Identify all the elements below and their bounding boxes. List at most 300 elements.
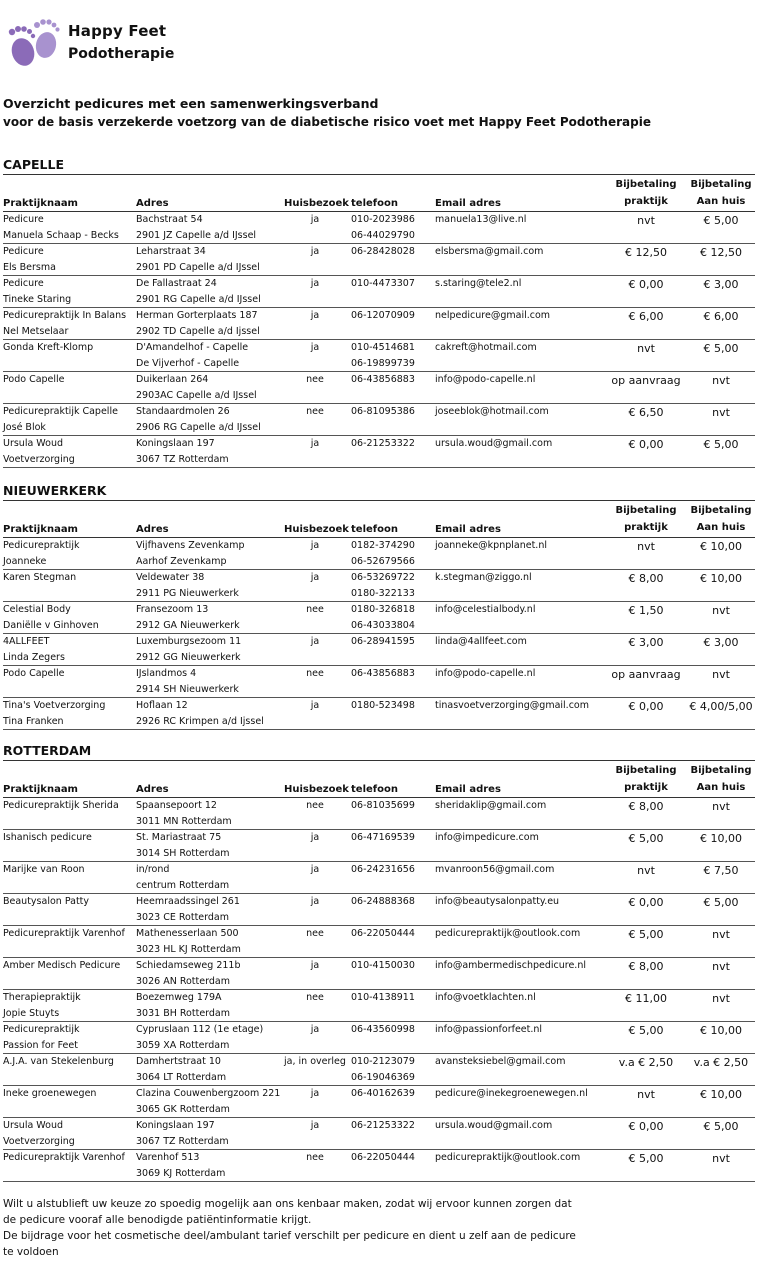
col-header-name: Praktijknaam bbox=[3, 784, 78, 795]
table-row bbox=[3, 372, 755, 404]
practice-name: Ursula Woud bbox=[3, 1120, 64, 1131]
address-line: Mathenesserlaan 500 bbox=[136, 928, 239, 939]
table-row bbox=[3, 1054, 755, 1086]
phone-secondary: 06-52679566 bbox=[351, 555, 415, 567]
practice-name: Beautysalon Patty bbox=[3, 896, 90, 907]
practice-name: Pedicurepraktijk Varenhof bbox=[3, 928, 125, 939]
practice-contact: Voetverzorging bbox=[3, 1135, 75, 1147]
pay-practice: € 6,50 bbox=[628, 406, 664, 419]
pay-home: nvt bbox=[712, 960, 730, 973]
table-row bbox=[3, 958, 755, 990]
phone-primary: 06-24888368 bbox=[351, 896, 415, 907]
table-row bbox=[3, 698, 755, 730]
pay-home: € 5,00 bbox=[703, 896, 739, 909]
phone-primary: 010-4150030 bbox=[351, 960, 415, 971]
table-row bbox=[3, 308, 755, 340]
section-title: NIEUWERKERK bbox=[3, 482, 755, 501]
address-city: 2906 RG Capelle a/d IJssel bbox=[136, 421, 261, 433]
table-row bbox=[3, 212, 755, 244]
col-header-name: Praktijknaam bbox=[3, 198, 78, 209]
pay-practice: € 0,00 bbox=[628, 278, 664, 291]
pay-practice: € 6,00 bbox=[628, 310, 664, 323]
footer-line: te voldoen bbox=[3, 1246, 59, 1258]
table-row bbox=[3, 894, 755, 926]
col-header-name: Praktijknaam bbox=[3, 524, 78, 535]
phone-primary: 06-28428028 bbox=[351, 246, 415, 257]
practice-name: Pedicure bbox=[3, 246, 44, 257]
pay-home: nvt bbox=[712, 992, 730, 1005]
pay-practice: € 11,00 bbox=[625, 992, 667, 1005]
email-address: sheridaklip@gmail.com bbox=[435, 800, 547, 811]
pay-practice: € 5,00 bbox=[628, 832, 664, 845]
section-title: CAPELLE bbox=[3, 156, 755, 175]
address-city: 2914 SH Nieuwerkerk bbox=[136, 683, 239, 695]
email-address: k.stegman@ziggo.nl bbox=[435, 572, 532, 583]
address-city: 2912 GA Nieuwerkerk bbox=[136, 619, 240, 631]
phone-primary: 010-4473307 bbox=[351, 278, 415, 289]
table-row bbox=[3, 830, 755, 862]
col-header-email: Email adres bbox=[435, 198, 501, 209]
address-city: 2901 RG Capelle a/d IJssel bbox=[136, 293, 261, 305]
pay-home: € 10,00 bbox=[700, 1024, 742, 1037]
table-row bbox=[3, 862, 755, 894]
pay-home: nvt bbox=[712, 374, 730, 387]
pay-home: nvt bbox=[712, 668, 730, 681]
pay-practice: € 5,00 bbox=[628, 1152, 664, 1165]
practice-contact: Joanneke bbox=[3, 555, 47, 567]
pay-practice: nvt bbox=[637, 864, 655, 877]
address-line: Schiedamseweg 211b bbox=[136, 960, 241, 971]
practice-contact: Nel Metselaar bbox=[3, 325, 69, 337]
col-header-pay-home-1: Bijbetaling bbox=[690, 765, 752, 776]
address-city: 3067 TZ Rotterdam bbox=[136, 453, 229, 465]
practice-name: 4ALLFEET bbox=[3, 636, 50, 647]
practice-name: Pedicurepraktijk bbox=[3, 540, 80, 551]
phone-primary: 06-43856883 bbox=[351, 374, 415, 385]
address-line: Luxemburgsezoom 11 bbox=[136, 636, 242, 647]
phone-primary: 010-4138911 bbox=[351, 992, 415, 1003]
practice-name: A.J.A. van Stekelenburg bbox=[3, 1056, 114, 1067]
pay-practice: € 5,00 bbox=[628, 928, 664, 941]
address-line: in/rond bbox=[136, 864, 170, 875]
home-visit: ja bbox=[310, 1120, 320, 1131]
pay-home: € 10,00 bbox=[700, 540, 742, 553]
practice-name: Pedicurepraktijk Sherida bbox=[3, 800, 119, 811]
section-nieuwerkerk bbox=[3, 482, 755, 730]
phone-primary: 06-81095386 bbox=[351, 406, 415, 417]
col-header-pay-practice-1: Bijbetaling bbox=[615, 179, 677, 190]
col-header-address: Adres bbox=[136, 784, 169, 795]
pay-practice: nvt bbox=[637, 540, 655, 553]
email-address: info@passionforfeet.nl bbox=[435, 1024, 543, 1035]
home-visit: ja bbox=[310, 864, 320, 875]
table-row bbox=[3, 436, 755, 468]
email-address: pedicurepraktijk@outlook.com bbox=[435, 1152, 581, 1163]
phone-primary: 0182-374290 bbox=[351, 540, 415, 551]
phone-primary: 06-53269722 bbox=[351, 572, 415, 583]
pay-practice: € 12,50 bbox=[625, 246, 667, 259]
document-subtitle: voor de basis verzekerde voetzorg van de diabetische risico voet met Happy Feet Podotherapie bbox=[3, 115, 651, 129]
footer-line: De bijdrage voor het cosmetische deel/ambulant tarief verschilt per pedicure en dient u zelf aan de pedicure bbox=[3, 1230, 576, 1242]
home-visit: nee bbox=[306, 1152, 324, 1163]
pay-practice: € 1,50 bbox=[628, 604, 664, 617]
col-header-phone: telefoon bbox=[351, 198, 398, 209]
phone-primary: 06-81035699 bbox=[351, 800, 415, 811]
pay-practice: nvt bbox=[637, 214, 655, 227]
phone-primary: 06-22050444 bbox=[351, 928, 415, 939]
col-header-home-visit: Huisbezoek bbox=[284, 784, 349, 795]
pay-home: nvt bbox=[712, 406, 730, 419]
col-header-pay-home-2: Aan huis bbox=[696, 196, 746, 207]
col-header-home-visit: Huisbezoek bbox=[284, 524, 349, 535]
phone-secondary: 06-19899739 bbox=[351, 357, 415, 369]
pay-home: v.a € 2,50 bbox=[693, 1056, 749, 1069]
email-address: info@ambermedischpedicure.nl bbox=[435, 960, 586, 971]
pay-home: € 7,50 bbox=[703, 864, 739, 877]
home-visit: ja bbox=[310, 896, 320, 907]
practice-name: Ineke groenewegen bbox=[3, 1088, 97, 1099]
phone-secondary: 0180-322133 bbox=[351, 587, 415, 599]
practice-name: Pedicurepraktijk Capelle bbox=[3, 406, 118, 417]
phone-primary: 010-4514681 bbox=[351, 342, 415, 353]
address-city: 3014 SH Rotterdam bbox=[136, 847, 230, 859]
practice-contact: Manuela Schaap - Becks bbox=[3, 229, 119, 241]
home-visit: nee bbox=[306, 604, 324, 615]
address-city: Aarhof Zevenkamp bbox=[136, 555, 227, 567]
email-address: elsbersma@gmail.com bbox=[435, 246, 544, 257]
pay-home: € 12,50 bbox=[700, 246, 742, 259]
pay-practice: nvt bbox=[637, 1088, 655, 1101]
footer-line: de pedicure vooraf alle benodigde patiëntinformatie krijgt. bbox=[3, 1214, 312, 1226]
table-row bbox=[3, 244, 755, 276]
address-line: Leharstraat 34 bbox=[136, 246, 206, 257]
col-header-pay-practice-1: Bijbetaling bbox=[615, 765, 677, 776]
col-header-pay-home-2: Aan huis bbox=[696, 782, 746, 793]
practice-name: Pedicurepraktijk Varenhof bbox=[3, 1152, 125, 1163]
email-address: ursula.woud@gmail.com bbox=[435, 438, 553, 449]
home-visit: ja, in overleg bbox=[284, 1056, 346, 1067]
home-visit: ja bbox=[310, 278, 320, 289]
practice-name: Therapiepraktijk bbox=[3, 992, 81, 1003]
address-line: Vijfhavens Zevenkamp bbox=[136, 540, 245, 551]
email-address: info@beautysalonpatty.eu bbox=[435, 896, 560, 907]
table-row bbox=[3, 276, 755, 308]
email-address: manuela13@live.nl bbox=[435, 214, 527, 225]
email-address: joseeblok@hotmail.com bbox=[435, 406, 549, 417]
pay-practice: € 8,00 bbox=[628, 800, 664, 813]
pay-practice: € 0,00 bbox=[628, 1120, 664, 1133]
address-city: 3031 BH Rotterdam bbox=[136, 1007, 231, 1019]
home-visit: ja bbox=[310, 636, 320, 647]
pay-practice: € 8,00 bbox=[628, 960, 664, 973]
practice-contact: Passion for Feet bbox=[3, 1039, 78, 1051]
address-city: 2901 PD Capelle a/d IJssel bbox=[136, 261, 260, 273]
home-visit: ja bbox=[310, 960, 320, 971]
phone-primary: 06-43560998 bbox=[351, 1024, 415, 1035]
pay-home: € 3,00 bbox=[703, 278, 739, 291]
email-address: info@impedicure.com bbox=[435, 832, 539, 843]
practice-name: Amber Medisch Pedicure bbox=[3, 960, 121, 971]
address-city: 2903AC Capelle a/d IJssel bbox=[136, 389, 257, 401]
practice-name: Gonda Kreft-Klomp bbox=[3, 342, 94, 353]
address-city: De Vijverhof - Capelle bbox=[136, 357, 240, 369]
section-capelle bbox=[3, 156, 755, 468]
pay-home: € 5,00 bbox=[703, 1120, 739, 1133]
pay-practice: € 3,00 bbox=[628, 636, 664, 649]
table-row bbox=[3, 404, 755, 436]
home-visit: ja bbox=[310, 540, 320, 551]
pay-home: € 10,00 bbox=[700, 572, 742, 585]
pay-practice: op aanvraag bbox=[611, 668, 681, 681]
table-row bbox=[3, 340, 755, 372]
phone-primary: 010-2023986 bbox=[351, 214, 415, 225]
phone-secondary: 06-43033804 bbox=[351, 619, 415, 631]
table-row bbox=[3, 1022, 755, 1054]
col-header-pay-practice-1: Bijbetaling bbox=[615, 505, 677, 516]
pay-practice: € 8,00 bbox=[628, 572, 664, 585]
phone-primary: 06-24231656 bbox=[351, 864, 415, 875]
phone-primary: 06-21253322 bbox=[351, 1120, 415, 1131]
address-city: 2911 PG Nieuwerkerk bbox=[136, 587, 239, 599]
phone-primary: 06-47169539 bbox=[351, 832, 415, 843]
email-address: pedicurepraktijk@outlook.com bbox=[435, 928, 581, 939]
col-header-address: Adres bbox=[136, 524, 169, 535]
footprints-logo-icon bbox=[4, 12, 64, 72]
col-header-email: Email adres bbox=[435, 784, 501, 795]
phone-primary: 06-28941595 bbox=[351, 636, 415, 647]
practice-contact: Daniëlle v Ginhoven bbox=[3, 619, 99, 631]
email-address: linda@4allfeet.com bbox=[435, 636, 527, 647]
practice-contact: Tineke Staring bbox=[3, 293, 72, 305]
home-visit: nee bbox=[306, 800, 324, 811]
practice-contact: Linda Zegers bbox=[3, 651, 65, 663]
email-address: info@celestialbody.nl bbox=[435, 604, 536, 615]
phone-primary: 06-21253322 bbox=[351, 438, 415, 449]
address-city: 3065 GK Rotterdam bbox=[136, 1103, 230, 1115]
pay-home: € 4,00/5,00 bbox=[689, 700, 753, 713]
footer-notes bbox=[3, 1196, 753, 1260]
home-visit: nee bbox=[306, 668, 324, 679]
practice-contact: Tina Franken bbox=[3, 715, 64, 727]
phone-secondary: 06-19046369 bbox=[351, 1071, 415, 1083]
home-visit: ja bbox=[310, 1088, 320, 1099]
table-row bbox=[3, 666, 755, 698]
document-title: Overzicht pedicures met een samenwerkingsverband bbox=[3, 96, 379, 111]
address-line: Boezemweg 179A bbox=[136, 992, 222, 1003]
address-line: Fransezoom 13 bbox=[136, 604, 209, 615]
footer-line: Wilt u alstublieft uw keuze zo spoedig mogelijk aan ons kenbaar maken, zodat wij ervoor kunnen zorgen dat bbox=[3, 1198, 572, 1210]
col-header-email: Email adres bbox=[435, 524, 501, 535]
practice-name: Pedicure bbox=[3, 278, 44, 289]
brand-subtitle: Podotherapie bbox=[68, 46, 175, 62]
address-line: D'Amandelhof - Capelle bbox=[136, 342, 249, 353]
table-row bbox=[3, 570, 755, 602]
col-header-phone: telefoon bbox=[351, 524, 398, 535]
address-line: Cypruslaan 112 (1e etage) bbox=[136, 1024, 264, 1035]
pay-home: nvt bbox=[712, 928, 730, 941]
pay-home: € 10,00 bbox=[700, 1088, 742, 1101]
address-line: Clazina Couwenbergzoom 221 bbox=[136, 1088, 281, 1099]
address-city: centrum Rotterdam bbox=[136, 879, 230, 891]
col-header-pay-practice-2: praktijk bbox=[624, 196, 668, 207]
pay-home: € 6,00 bbox=[703, 310, 739, 323]
phone-primary: 06-22050444 bbox=[351, 1152, 415, 1163]
table-header bbox=[3, 501, 755, 538]
address-city: 2901 JZ Capelle a/d IJssel bbox=[136, 229, 257, 241]
pay-home: € 5,00 bbox=[703, 342, 739, 355]
practice-contact: José Blok bbox=[3, 421, 46, 433]
home-visit: ja bbox=[310, 246, 320, 257]
address-line: Veldewater 38 bbox=[136, 572, 205, 583]
address-city: 3026 AN Rotterdam bbox=[136, 975, 230, 987]
home-visit: ja bbox=[310, 1024, 320, 1035]
col-header-pay-home-1: Bijbetaling bbox=[690, 179, 752, 190]
practice-name: Tina's Voetverzorging bbox=[3, 700, 106, 711]
home-visit: ja bbox=[310, 832, 320, 843]
practice-name: Pedicurepraktijk In Balans bbox=[3, 310, 127, 321]
pay-practice: v.a € 2,50 bbox=[618, 1056, 674, 1069]
table-header bbox=[3, 761, 755, 798]
email-address: tinasvoetverzorging@gmail.com bbox=[435, 700, 589, 711]
phone-primary: 06-12070909 bbox=[351, 310, 415, 321]
address-line: Damhertstraat 10 bbox=[136, 1056, 221, 1067]
phone-primary: 06-40162639 bbox=[351, 1088, 415, 1099]
email-address: info@voetklachten.nl bbox=[435, 992, 536, 1003]
pay-home: € 3,00 bbox=[703, 636, 739, 649]
table-header bbox=[3, 175, 755, 212]
home-visit: ja bbox=[310, 214, 320, 225]
pay-home: € 5,00 bbox=[703, 438, 739, 451]
email-address: pedicure@inekegroenewegen.nl bbox=[435, 1088, 588, 1099]
email-address: cakreft@hotmail.com bbox=[435, 342, 537, 353]
table-row bbox=[3, 798, 755, 830]
home-visit: nee bbox=[306, 992, 324, 1003]
table-row bbox=[3, 538, 755, 570]
pay-practice: nvt bbox=[637, 342, 655, 355]
email-address: avansteksiebel@gmail.com bbox=[435, 1056, 566, 1067]
pay-home: nvt bbox=[712, 800, 730, 813]
home-visit: ja bbox=[310, 572, 320, 583]
address-city: 3023 HL KJ Rotterdam bbox=[136, 943, 241, 955]
practice-name: Ishanisch pedicure bbox=[3, 832, 92, 843]
table-row bbox=[3, 990, 755, 1022]
practice-name: Podo Capelle bbox=[3, 668, 65, 679]
address-city: 2902 TD Capelle a/d Ijssel bbox=[136, 325, 260, 337]
address-line: St. Mariastraat 75 bbox=[136, 832, 222, 843]
address-line: Spaansepoort 12 bbox=[136, 800, 217, 811]
table-row bbox=[3, 1118, 755, 1150]
practice-contact: Els Bersma bbox=[3, 261, 56, 273]
email-address: info@podo-capelle.nl bbox=[435, 374, 536, 385]
phone-primary: 06-43856883 bbox=[351, 668, 415, 679]
address-city: 3064 LT Rotterdam bbox=[136, 1071, 227, 1083]
practice-name: Marijke van Roon bbox=[3, 864, 85, 875]
address-line: Heemraadssingel 261 bbox=[136, 896, 240, 907]
practice-contact: Jopie Stuyts bbox=[3, 1007, 60, 1019]
practice-name: Karen Stegman bbox=[3, 572, 77, 583]
address-line: Bachstraat 54 bbox=[136, 214, 203, 225]
address-line: Koningslaan 197 bbox=[136, 438, 215, 449]
pay-practice: € 5,00 bbox=[628, 1024, 664, 1037]
practice-name: Pedicurepraktijk bbox=[3, 1024, 80, 1035]
pay-home: € 10,00 bbox=[700, 832, 742, 845]
section-rotterdam bbox=[3, 742, 755, 1182]
col-header-pay-practice-2: praktijk bbox=[624, 782, 668, 793]
home-visit: ja bbox=[310, 310, 320, 321]
table-row bbox=[3, 1086, 755, 1118]
col-header-address: Adres bbox=[136, 198, 169, 209]
email-address: info@podo-capelle.nl bbox=[435, 668, 536, 679]
phone-primary: 010-2123079 bbox=[351, 1056, 415, 1067]
email-address: s.staring@tele2.nl bbox=[435, 278, 522, 289]
home-visit: ja bbox=[310, 700, 320, 711]
col-header-home-visit: Huisbezoek bbox=[284, 198, 349, 209]
home-visit: nee bbox=[306, 374, 324, 385]
address-line: IJslandmos 4 bbox=[136, 668, 197, 679]
practice-name: Celestial Body bbox=[3, 604, 71, 615]
table-row bbox=[3, 1150, 755, 1182]
address-city: 3067 TZ Rotterdam bbox=[136, 1135, 229, 1147]
col-header-phone: telefoon bbox=[351, 784, 398, 795]
email-address: joanneke@kpnplanet.nl bbox=[435, 540, 547, 551]
phone-primary: 0180-523498 bbox=[351, 700, 415, 711]
address-line: Koningslaan 197 bbox=[136, 1120, 215, 1131]
brand-name: Happy Feet bbox=[68, 22, 167, 40]
address-city: 2926 RC Krimpen a/d Ijssel bbox=[136, 715, 264, 727]
pay-home: nvt bbox=[712, 604, 730, 617]
intro bbox=[3, 96, 753, 129]
col-header-pay-practice-2: praktijk bbox=[624, 522, 668, 533]
address-city: 3023 CE Rotterdam bbox=[136, 911, 229, 923]
address-line: Varenhof 513 bbox=[136, 1152, 200, 1163]
email-address: mvanroon56@gmail.com bbox=[435, 864, 555, 875]
practice-name: Podo Capelle bbox=[3, 374, 65, 385]
col-header-pay-home-1: Bijbetaling bbox=[690, 505, 752, 516]
home-visit: ja bbox=[310, 342, 320, 353]
table-row bbox=[3, 926, 755, 958]
address-line: Standaardmolen 26 bbox=[136, 406, 230, 417]
address-line: De Fallastraat 24 bbox=[136, 278, 217, 289]
practice-name: Pedicure bbox=[3, 214, 44, 225]
phone-secondary: 06-44029790 bbox=[351, 229, 415, 241]
phone-primary: 0180-326818 bbox=[351, 604, 415, 615]
email-address: ursula.woud@gmail.com bbox=[435, 1120, 553, 1131]
email-address: nelpedicure@gmail.com bbox=[435, 310, 551, 321]
table-row bbox=[3, 602, 755, 634]
pay-home: € 5,00 bbox=[703, 214, 739, 227]
home-visit: ja bbox=[310, 438, 320, 449]
address-city: 3011 MN Rotterdam bbox=[136, 815, 232, 827]
pay-home: nvt bbox=[712, 1152, 730, 1165]
pay-practice: € 0,00 bbox=[628, 896, 664, 909]
col-header-pay-home-2: Aan huis bbox=[696, 522, 746, 533]
practice-name: Ursula Woud bbox=[3, 438, 64, 449]
address-line: Herman Gorterplaats 187 bbox=[136, 310, 258, 321]
table-row bbox=[3, 634, 755, 666]
address-city: 3059 XA Rotterdam bbox=[136, 1039, 230, 1051]
pay-practice: € 0,00 bbox=[628, 438, 664, 451]
practice-contact: Voetverzorging bbox=[3, 453, 75, 465]
address-city: 3069 KJ Rotterdam bbox=[136, 1167, 226, 1179]
home-visit: nee bbox=[306, 406, 324, 417]
home-visit: nee bbox=[306, 928, 324, 939]
address-line: Hoflaan 12 bbox=[136, 700, 188, 711]
address-city: 2912 GG Nieuwerkerk bbox=[136, 651, 241, 663]
pay-practice: € 0,00 bbox=[628, 700, 664, 713]
pay-practice: op aanvraag bbox=[611, 374, 681, 387]
section-title: ROTTERDAM bbox=[3, 742, 755, 761]
address-line: Duikerlaan 264 bbox=[136, 374, 209, 385]
